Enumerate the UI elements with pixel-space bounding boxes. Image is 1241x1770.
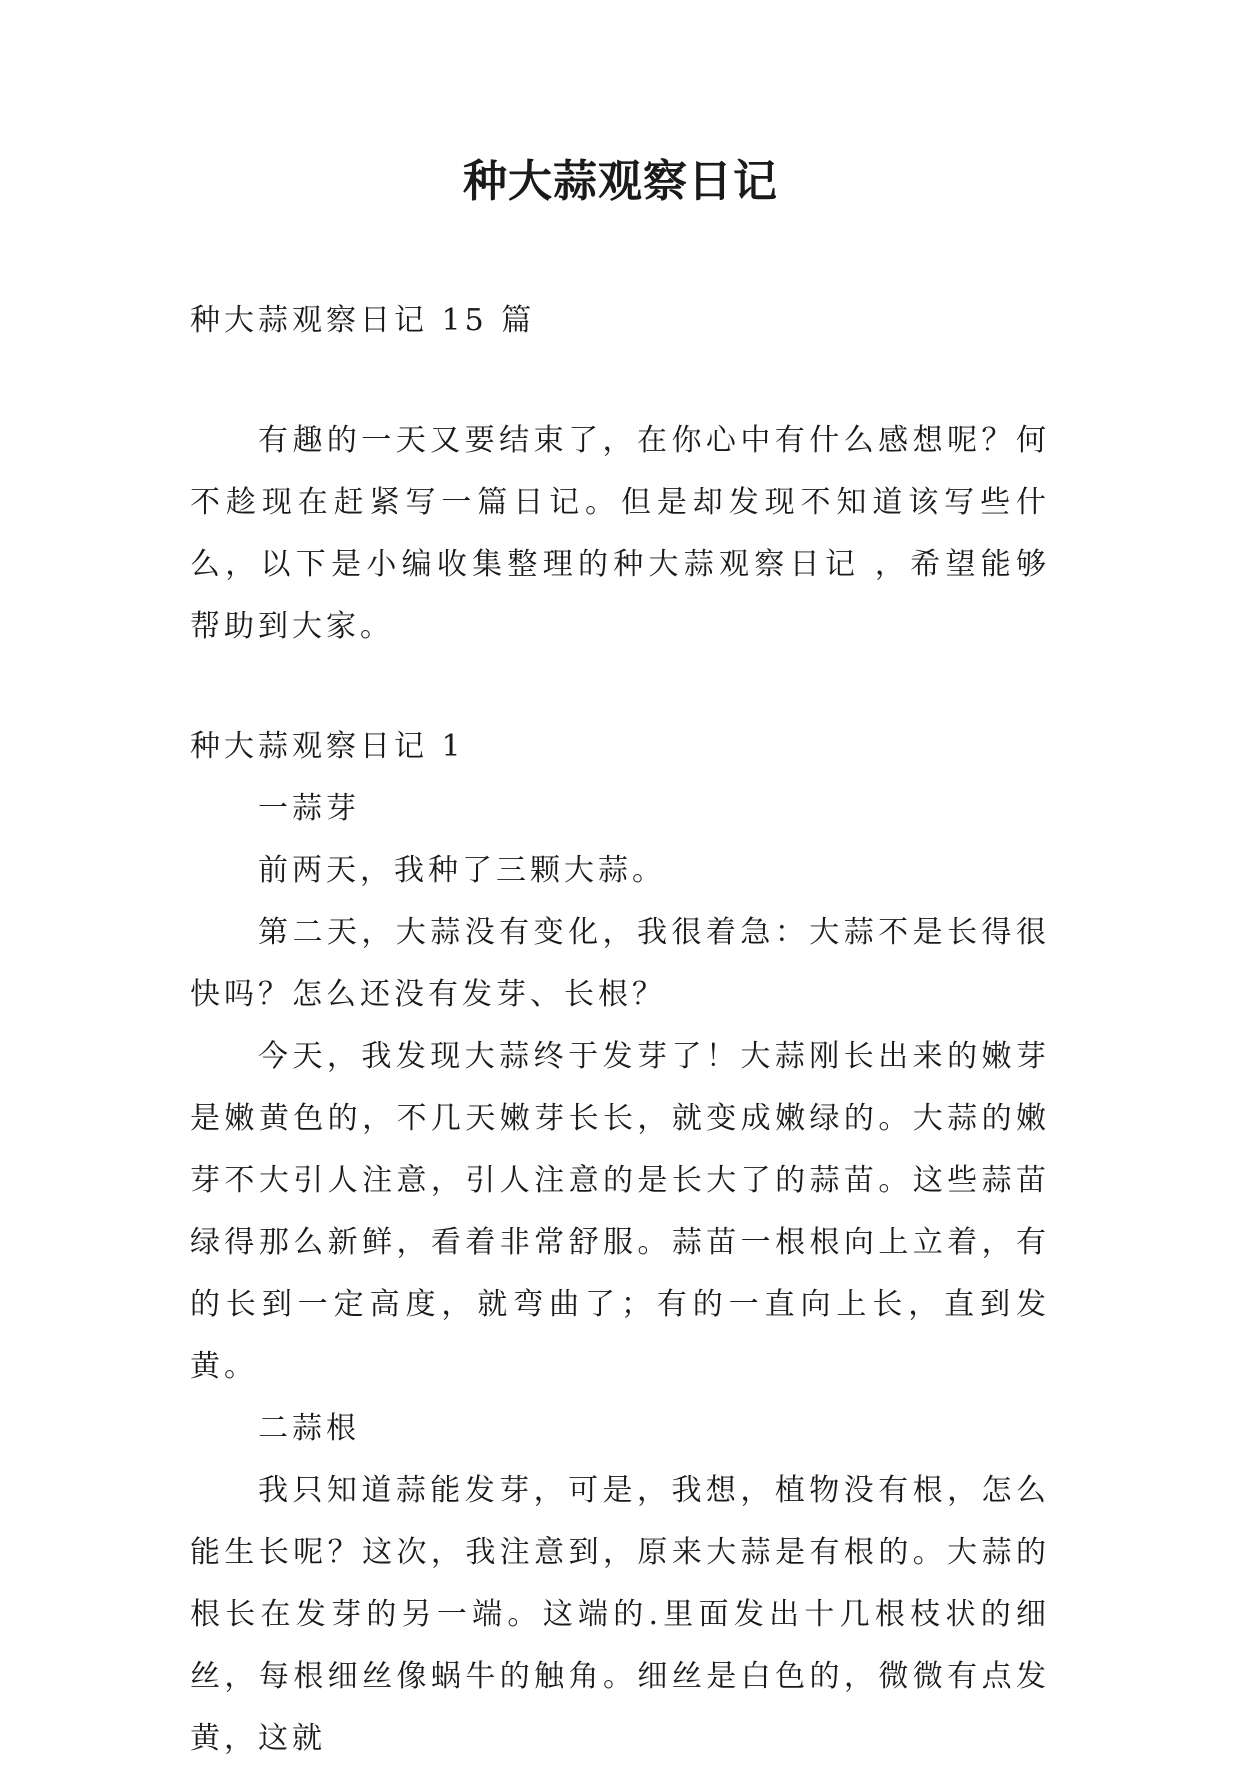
paragraph: 今天，我发现大蒜终于发芽了！大蒜刚长出来的嫩芽是嫩黄色的，不几天嫩芽长长，就变成嫩绿的。大蒜的嫩芽不大引人注意，引人注意的是长大了的蒜苗。这些蒜苗绿得那么新鲜，看着非常舒服。蒜苗一根根向上立着，有的长到一定高度，就弯曲了；有的一直向上长，直到发黄。 xyxy=(190,1039,1050,1384)
paragraph: 我只知道蒜能发芽，可是，我想，植物没有根，怎么能生长呢？这次，我注意到，原来大蒜是有根的。大蒜的根长在发芽的另一端。这端的.里面发出十几根枝状的细丝，每根细丝像蜗牛的触角。细丝是白色的，微微有点发黄，这就 xyxy=(190,1473,1050,1756)
entry-heading: 种大蒜观察日记 1 xyxy=(190,729,465,764)
spacer xyxy=(190,352,1050,410)
intro-paragraph: 有趣的一天又要结束了，在你心中有什么感想呢？何不趁现在赶紧写一篇日记。但是却发现不知道该写些什么，以下是小编收集整理的种大蒜观察日记 ，希望能够帮助到大家。 xyxy=(190,423,1050,644)
document-body xyxy=(190,290,1050,1770)
section-title-root: 二蒜根 xyxy=(258,1411,360,1446)
section-title-sprout: 一蒜芽 xyxy=(258,791,360,826)
document-subtitle: 种大蒜观察日记 15 篇 xyxy=(190,303,536,338)
document-title: 种大蒜观察日记 xyxy=(463,156,778,207)
paragraph: 前两天，我种了三颗大蒜。 xyxy=(258,853,666,888)
spacer xyxy=(190,658,1050,716)
paragraph: 第二天，大蒜没有变化，我很着急：大蒜不是长得很快吗？怎么还没有发芽、长根？ xyxy=(190,915,1050,1012)
